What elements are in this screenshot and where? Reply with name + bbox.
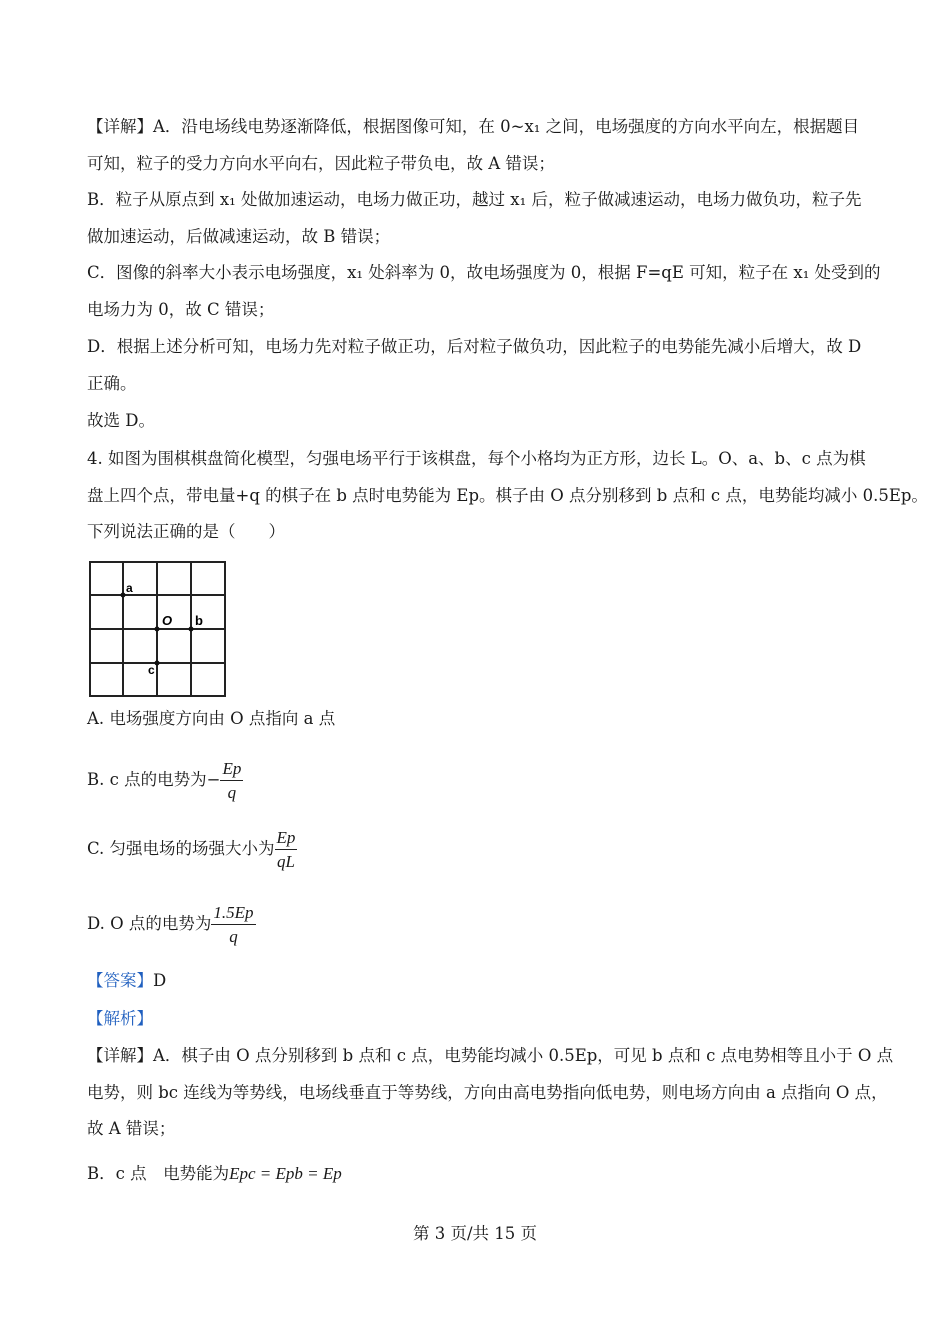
text-line: 故选 D。: [87, 411, 155, 430]
page-footer: 第 3 页/共 15 页: [412, 1224, 538, 1243]
point-o: [155, 627, 160, 632]
option-c: [87, 827, 297, 872]
text-line: 正确。: [87, 374, 137, 393]
text-line: 做加速运动，后做减速运动，故 B 错误；: [87, 227, 391, 246]
text-line: B．粒子从原点到 x₁ 处做加速运动，电场力做正功，越过 x₁ 后，粒子做减速运动，电场力做负功，粒子先: [87, 190, 862, 209]
text-line: [87, 1163, 342, 1185]
numerator: Ep: [275, 828, 298, 850]
label-b: b: [195, 613, 203, 628]
answer-value: D: [153, 971, 167, 990]
text-line: 电势，则 bc 连线为等势线，电场线垂直于等势线，方向由高电势指向低电势，则电场方向由 a 点指向 O 点，: [87, 1083, 888, 1102]
numerator: Ep: [220, 759, 243, 781]
text-line: D．根据上述分析可知，电场力先对粒子做正功，后对粒子做负功，因此粒子的电势能先减小后增大，故 D: [87, 337, 862, 356]
option-c-prefix: C. 匀强电场的场强大小为: [87, 839, 275, 858]
go-board-figure: [89, 561, 226, 697]
point-a: [121, 593, 126, 598]
analysis-label: 【解析】: [87, 1009, 153, 1028]
formula: Epc = Epb = Ep: [229, 1164, 342, 1183]
text-line: 【详解】A．棋子由 O 点分别移到 b 点和 c 点，电势能均减小 0.5Ep，可见 b 点和 c 点电势相等且小于 O 点: [87, 1046, 894, 1065]
question-line: 盘上四个点，带电量+q 的棋子在 b 点时电势能为 Ep。棋子由 O 点分别移到 b 点和 c 点，电势能均减小 0.5Ep。: [87, 486, 928, 505]
text-line: 故 A 错误；: [87, 1119, 176, 1138]
label-o: O: [162, 613, 173, 628]
answer: [87, 970, 166, 992]
point-c: [155, 661, 160, 666]
denominator: q: [229, 926, 238, 946]
option-d-prefix: D. O 点的电势为: [87, 914, 212, 933]
fraction: [275, 828, 298, 872]
text-line: 【详解】A．沿电场线电势逐渐降低，根据图像可知，在 0~x₁ 之间，电场强度的方向水平向左，根据题目: [87, 117, 860, 136]
option-b-prefix: B. c 点的电势为: [87, 770, 207, 789]
minus-sign: −: [206, 770, 221, 789]
label-c: c: [148, 663, 155, 677]
text-line: 可知，粒子的受力方向水平向右，因此粒子带负电，故 A 错误；: [87, 154, 555, 173]
option-b: [87, 758, 243, 803]
denominator: qL: [276, 851, 295, 871]
question-line: 下列说法正确的是（ ）: [87, 522, 285, 541]
question-line: 4. 如图为围棋棋盘简化模型，匀强电场平行于该棋盘，每个小格均为正方形，边长 L。O、a、b、c 点为棋: [87, 449, 866, 468]
numerator: 1.5Ep: [211, 903, 255, 925]
point-b: [189, 627, 194, 632]
answer-label: 【答案】: [87, 971, 153, 990]
denominator: q: [227, 782, 237, 802]
label-a: a: [126, 581, 133, 595]
text-prefix: B．c 点 电势能为: [87, 1164, 230, 1183]
option-a: A. 电场强度方向由 O 点指向 a 点: [87, 709, 336, 728]
text-line: C．图像的斜率大小表示电场强度，x₁ 处斜率为 0，故电场强度为 0，根据 F=qE 可知，粒子在 x₁ 处受到的: [87, 263, 881, 282]
fraction: [211, 903, 255, 947]
option-d: [87, 902, 256, 947]
fraction: [220, 759, 243, 803]
text-line: 电场力为 0，故 C 错误；: [87, 300, 275, 319]
